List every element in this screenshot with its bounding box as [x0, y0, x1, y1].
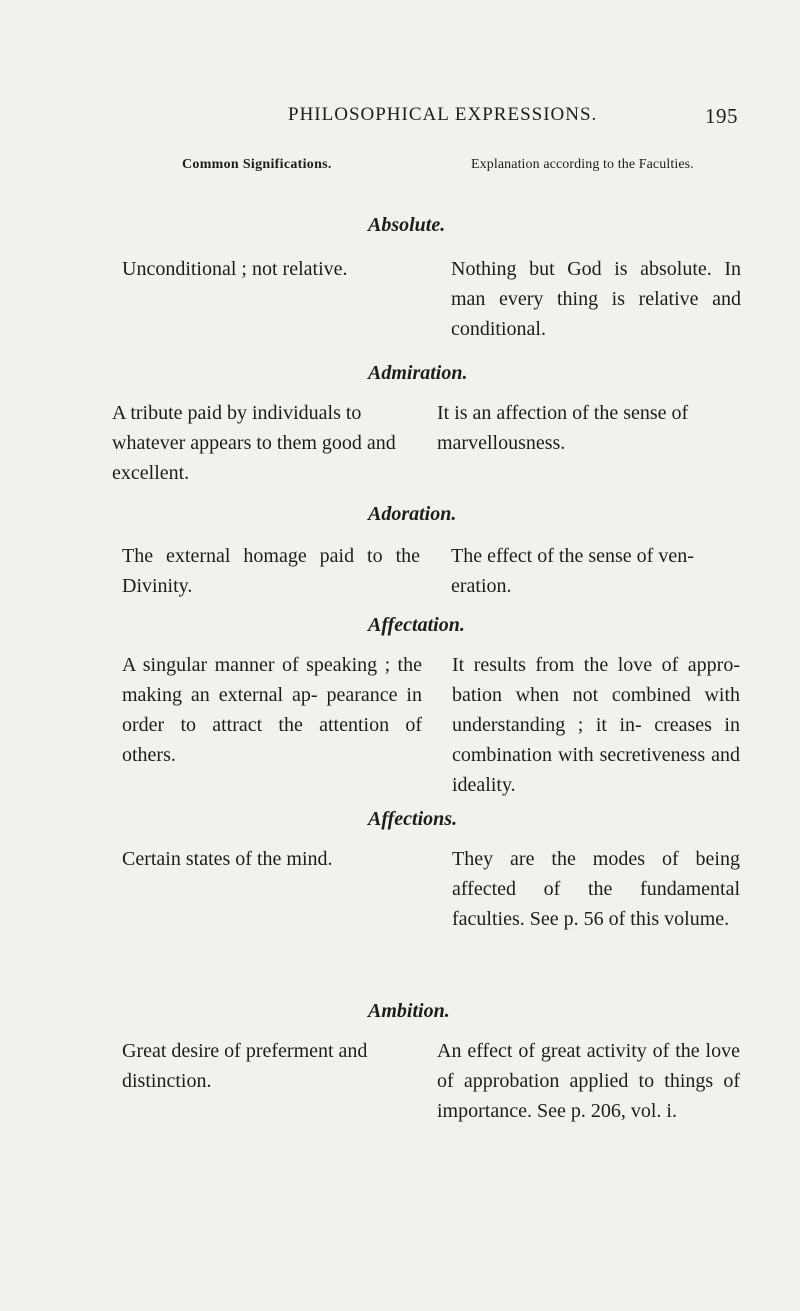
entry-explanation-admiration: It is an affection of the sense of marvellousness.	[437, 402, 689, 454]
entry-signification-affectation: A singular manner of speaking ; the making an external ap- pearance in order to attract the attention of others.	[122, 654, 422, 766]
entry-explanation-absolute: Nothing but God is absolute. In man every thing is relative and conditional.	[451, 258, 741, 340]
entry-term-absolute: Absolute.	[368, 214, 446, 236]
entry-term-affections: Affections.	[368, 808, 458, 830]
entry-explanation-ambition: An effect of great activity of the love of approbation applied to things of importance. See p. 206, vol. i.	[437, 1040, 740, 1122]
column-heading-explanation: Explanation according to the Faculties.	[471, 157, 694, 172]
running-head	[288, 104, 738, 130]
running-title: PHILOSOPHICAL EXPRESSIONS.	[288, 104, 598, 125]
entry-signification-affections: Certain states of the mind.	[122, 848, 333, 870]
entry-explanation-affectation: It results from the love of appro- bation when not combined with understanding ; it in- creases in combination with secretiveness and ideality.	[452, 654, 740, 796]
entry-term-adoration: Adoration.	[368, 503, 457, 525]
entry-signification-absolute: Unconditional ; not relative.	[122, 258, 348, 280]
entry-signification-adoration: The external homage paid to the Divinity.	[122, 545, 420, 597]
entry-explanation-affections: They are the modes of being affected of the fundamental faculties. See p. 56 of this volume.	[452, 848, 740, 930]
entry-signification-ambition: Great desire of preferment and distinction.	[122, 1040, 368, 1092]
entry-explanation-adoration: The effect of the sense of ven- eration.	[451, 545, 694, 597]
entry-term-affectation: Affectation.	[368, 614, 465, 636]
entry-term-ambition: Ambition.	[368, 1000, 450, 1022]
entry-signification-admiration: A tribute paid by individuals to whatever appears to them good and excellent.	[112, 402, 396, 484]
column-headings	[0, 157, 800, 177]
column-heading-significations: Common Significations.	[182, 157, 332, 172]
page-number: 195	[705, 104, 738, 128]
entry-term-admiration: Admiration.	[368, 362, 468, 384]
